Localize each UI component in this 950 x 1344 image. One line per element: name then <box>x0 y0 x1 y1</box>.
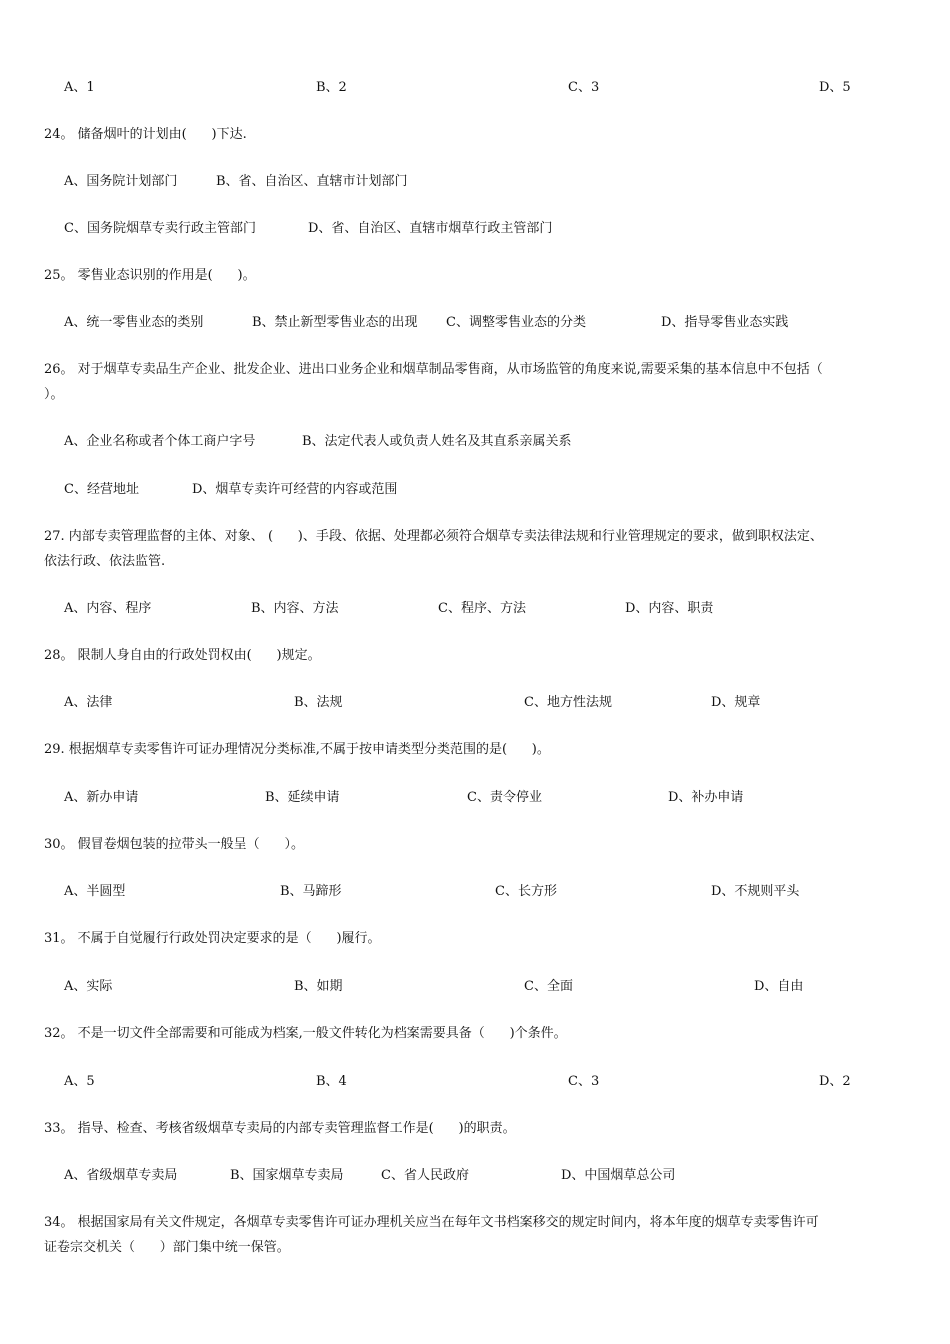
option-c: C、全面 <box>524 979 573 994</box>
option-a: A、法律 <box>64 695 113 710</box>
option-c: C、3 <box>568 1074 600 1089</box>
question-24: 24。 储备烟叶的计划由( )下达. <box>44 127 247 142</box>
option-b: B、延续申请 <box>265 790 340 805</box>
option-b: B、内容、方法 <box>251 601 339 616</box>
option-b: B、国家烟草专卖局 <box>230 1168 344 1183</box>
option-b: B、4 <box>316 1074 347 1089</box>
option-b: B、如期 <box>294 979 343 994</box>
question-25: 25。 零售业态识别的作用是( )。 <box>44 268 256 283</box>
option-c: C、调整零售业态的分类 <box>446 315 586 330</box>
option-d: D、不规则平头 <box>711 884 800 899</box>
option-d: D、补办申请 <box>668 790 744 805</box>
option-d: D、5 <box>819 80 851 95</box>
option-a: A、企业名称或者个体工商户字号 <box>64 434 256 449</box>
option-a: A、1 <box>64 80 95 95</box>
option-d: D、自由 <box>754 979 804 994</box>
option-c: C、责令停业 <box>467 790 542 805</box>
question-30: 30。 假冒卷烟包装的拉带头一般呈（ ）。 <box>44 837 304 852</box>
question-34-line-1: 34。 根据国家局有关文件规定，各烟草专卖零售许可证办理机关应当在每年文书档案移交的规定时间内，将本年度的烟草专卖零售许可 <box>44 1215 819 1230</box>
question-27-line-1: 27. 内部专卖管理监督的主体、对象、 ( )、手段、依据、处理都必须符合烟草专卖法律法规和行业管理规定的要求，做到职权法定、 <box>44 529 823 544</box>
option-c: C、省人民政府 <box>381 1168 469 1183</box>
option-c: C、程序、方法 <box>438 601 526 616</box>
option-b: B、法定代表人或负责人姓名及其直系亲属关系 <box>302 434 572 449</box>
question-27-line-2: 依法行政、依法监管. <box>44 554 166 569</box>
option-b: B、禁止新型零售业态的出现 <box>252 315 418 330</box>
question-31: 31。 不属于自觉履行行政处罚决定要求的是（ )履行。 <box>44 931 381 946</box>
option-c: C、经营地址 <box>64 482 139 497</box>
option-d: D、指导零售业态实践 <box>661 315 789 330</box>
question-26-line-2: ）。 <box>44 387 64 402</box>
option-d: D、中国烟草总公司 <box>561 1168 676 1183</box>
option-b: B、法规 <box>294 695 343 710</box>
option-a: A、5 <box>64 1074 95 1089</box>
option-a: A、统一零售业态的类别 <box>64 315 204 330</box>
option-a: A、内容、程序 <box>64 601 152 616</box>
option-c: C、长方形 <box>495 884 557 899</box>
question-26-line-1: 26。 对于烟草专卖品生产企业、批发企业、进出口业务企业和烟草制品零售商，从市场监管的角度来说,需要采集的基本信息中不包括（ <box>44 362 823 377</box>
option-a: A、半圆型 <box>64 884 126 899</box>
option-d: D、内容、职责 <box>625 601 714 616</box>
option-c: C、3 <box>568 80 600 95</box>
option-c: C、国务院烟草专卖行政主管部门 <box>64 221 256 236</box>
option-d: D、省、自治区、直辖市烟草行政主管部门 <box>308 221 553 236</box>
option-d: D、规章 <box>711 695 761 710</box>
option-c: C、地方性法规 <box>524 695 612 710</box>
option-d: D、2 <box>819 1074 851 1089</box>
option-a: A、国务院计划部门 <box>64 174 178 189</box>
option-b: B、省、自治区、直辖市计划部门 <box>216 174 408 189</box>
option-d: D、烟草专卖许可经营的内容或范围 <box>192 482 398 497</box>
question-33: 33。 指导、检查、考核省级烟草专卖局的内部专卖管理监督工作是( )的职责。 <box>44 1121 516 1136</box>
question-29: 29. 根据烟草专卖零售许可证办理情况分类标准,不属于按申请类型分类范围的是( )。 <box>44 742 550 757</box>
question-32: 32。 不是一切文件全部需要和可能成为档案,一般文件转化为档案需要具备（ )个条件。 <box>44 1026 567 1041</box>
option-b: B、马蹄形 <box>280 884 342 899</box>
option-b: B、2 <box>316 80 347 95</box>
option-a: A、实际 <box>64 979 113 994</box>
question-28: 28。 限制人身自由的行政处罚权由( )规定。 <box>44 648 321 663</box>
question-34-line-2: 证卷宗交机关（ ）部门集中统一保管。 <box>44 1240 290 1255</box>
option-a: A、省级烟草专卖局 <box>64 1168 178 1183</box>
option-a: A、新办申请 <box>64 790 139 805</box>
